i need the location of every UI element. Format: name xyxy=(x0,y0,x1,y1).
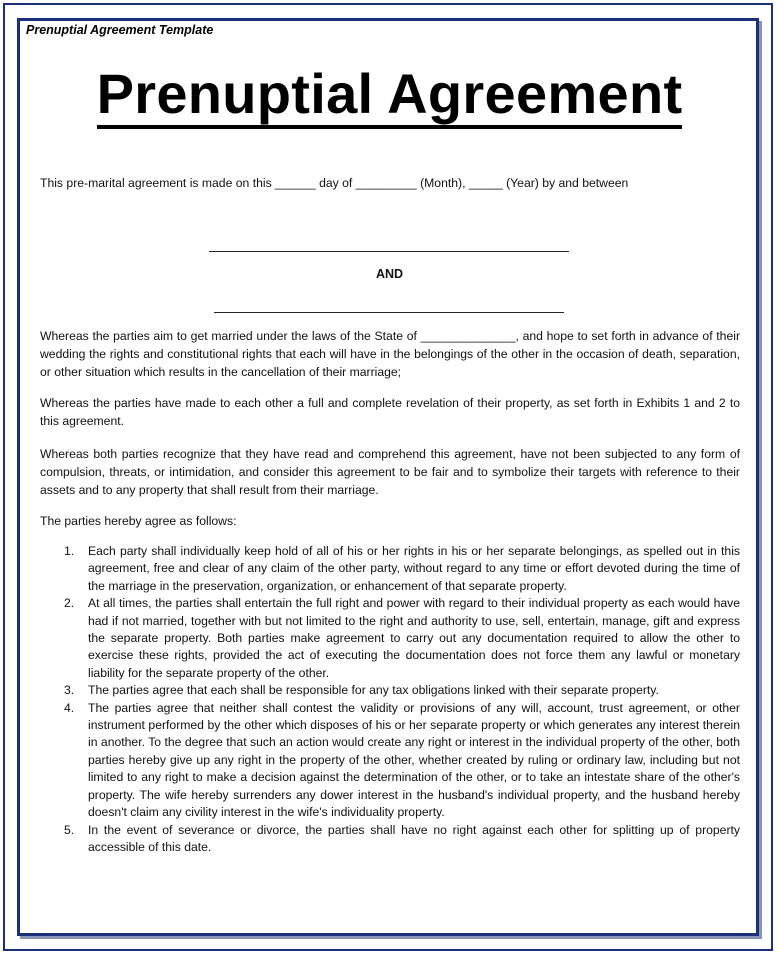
clause-text: At all times, the parties shall entertain the full right and power with regard to their individual property as each would have had if not married, together with but not limited to the right and authority to use, sell, entertain, manage, gift and express the separate property. Both parties make agreement to carry out any documentation required to allow the other to exercise these rights, provided the act of executing the documentation does not force them any lawful or monetary liability for the separate property of the other. xyxy=(88,596,740,680)
document-title xyxy=(0,62,779,126)
recital-paragraph: Whereas both parties recognize that they have read and comprehend this agreement, have not been subjected to any form of compulsion, threats, or intimidation, and consider this agreement to be fair and to symbolize their targets with reference to their assets and to any property that shall result from their marriage. xyxy=(40,447,740,497)
clause-item xyxy=(40,543,740,595)
clause-text: The parties agree that neither shall contest the validity or provisions of any will, account, trust agreement, or other instrument performed by the other which disposes of his or her separate property or which generates any interest therein in another. To the degree that such an action would create any right or interest in the individual property of the other, both parties hereby give up any right in the property of the other, whether created by ruling or ordinary law, including but not limited to any right to make a decision against the determination of the other, or to take an intestate share of the other's property. The wife hereby surrenders any dower interest in the husband's individual property, and the husband hereby doesn't claim any civility interest in the wife's individuality property. xyxy=(88,700,740,820)
document-title-text: Prenuptial Agreement xyxy=(97,62,683,129)
recital-paragraph: Whereas the parties aim to get married under the laws of the State of ______________, and hope to set forth in advance of their wedding the rights and constitutional rights that each will have in the belongings of the other in the occasion of death, separation, or other situation which results in the cancellation of their marriage; xyxy=(40,329,740,379)
clause-number: 1. xyxy=(64,544,75,558)
clause-text: Each party shall individually keep hold of all of his or her rights in his or her separate belongings, as spelled out in this agreement, free and clear of any claim of the other party, without regard to any time or effort devoted during the time of the marriage in the preservation, organization, or enhancement of that separate property. xyxy=(88,544,740,593)
clause-list xyxy=(40,543,740,856)
clause-number: 5. xyxy=(64,822,75,837)
clause-number: 2. xyxy=(64,596,75,611)
template-label: Prenuptial Agreement Template xyxy=(26,23,214,37)
clause-item xyxy=(40,595,740,682)
clause-item xyxy=(40,822,740,857)
recital-paragraph: Whereas the parties have made to each other a full and complete revelation of their property, as set forth in Exhibits 1 and 2 to this agreement. xyxy=(40,396,740,428)
agreement-lead-in: The parties hereby agree as follows: xyxy=(40,514,237,528)
clause-number: 3. xyxy=(64,683,75,698)
clause-item xyxy=(40,682,740,699)
clause-text: The parties agree that each shall be responsible for any tax obligations linked with their separate property. xyxy=(88,683,659,698)
party-two-blank-line xyxy=(214,312,564,313)
clause-text: In the event of severance or divorce, the parties shall have no right against each other for splitting up of property accessible of this date. xyxy=(88,822,740,854)
clause-item xyxy=(40,700,740,822)
intro-paragraph: This pre-marital agreement is made on this ______ day of _________ (Month), _____ (Year) by and between xyxy=(40,176,629,190)
clause-number: 4. xyxy=(64,700,75,715)
party-one-blank-line xyxy=(209,251,569,252)
and-label: AND xyxy=(375,267,404,281)
